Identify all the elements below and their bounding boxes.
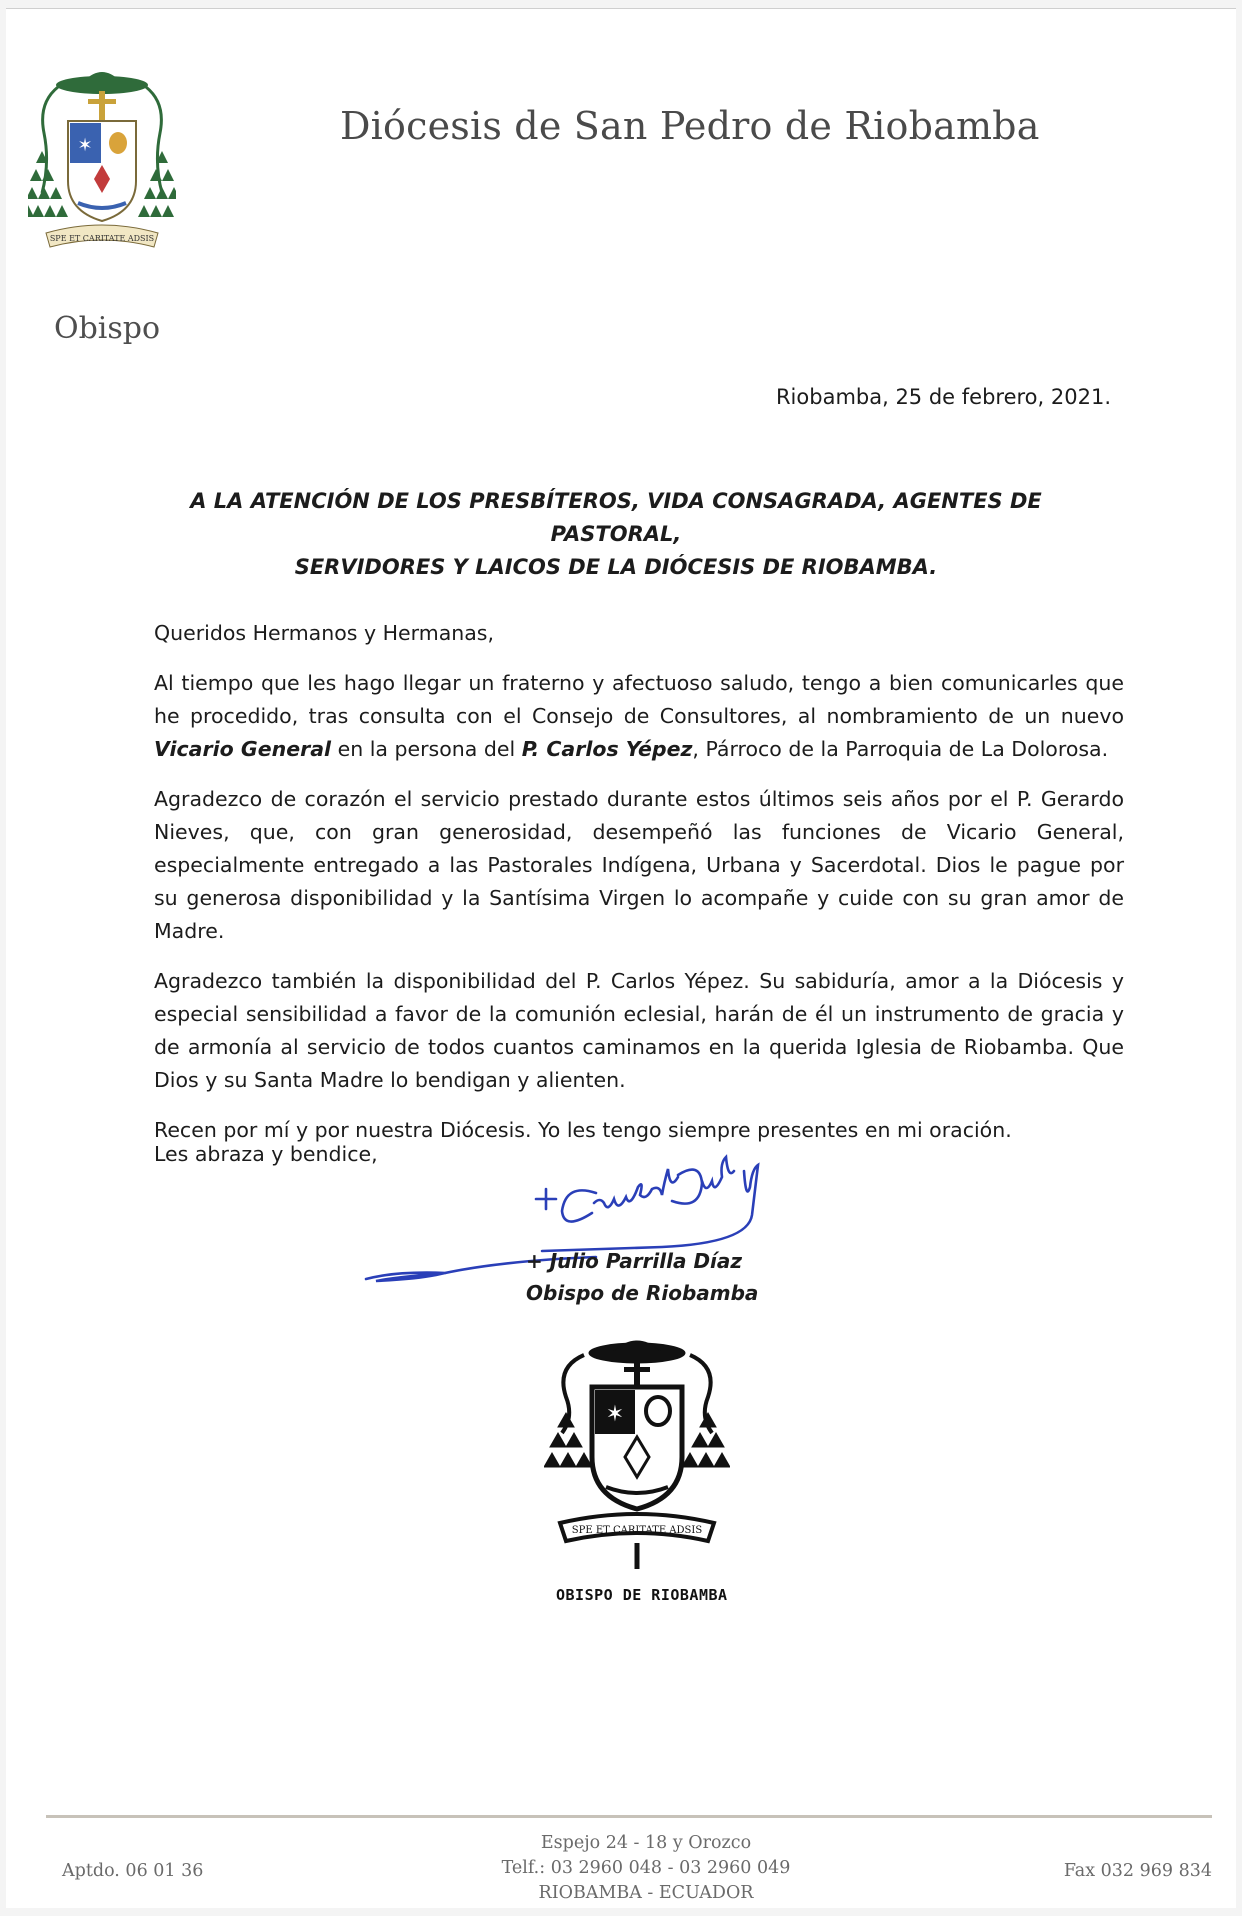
signer-title: Obispo de Riobamba (526, 1281, 759, 1305)
signer-name: + Julio Parrilla Díaz (526, 1249, 743, 1273)
official-seal-stamp-icon (544, 1337, 730, 1577)
stamp-caption: OBISPO DE RIOBAMBA (556, 1586, 728, 1604)
paragraph-prayer: Recen por mí y por nuestra Diócesis. Yo les tengo siempre presentes en mi oración. (154, 1118, 1012, 1142)
footer-fax: Fax 032 969 834 (1063, 1861, 1212, 1881)
paragraph-appointment: Al tiempo que les hago llegar un fraterno y afectuoso saludo, tengo a bien comunicarles que he procedido, tras consulta con el Consejo de Consultores, al nombramiento de un nuevo Vicario General en la persona del P. Carlos Yépez, Párroco de la Parroquia de La Dolorosa. (154, 671, 1124, 761)
addressee-line-2: SERVIDORES Y LAICOS DE LA DIÓCESIS DE RIOBAMBA. (294, 555, 938, 579)
footer-postal-box: Aptdo. 06 01 36 (62, 1861, 204, 1881)
bishop-coat-of-arms-icon (28, 63, 176, 263)
footer-street: Espejo 24 - 18 y Orozco (540, 1833, 752, 1853)
svg-text:✶: ✶ (77, 135, 93, 156)
footer-city: RIOBAMBA - ECUADOR (538, 1883, 754, 1903)
closing-line: Les abraza y bendice, (154, 1142, 378, 1166)
paragraph-thanks-nieves: Agradezco de corazón el servicio prestado durante estos últimos seis años por el P. Gerardo Nieves, que, con gran generosidad, desempeñó las funciones de Vicario General, especialmente entregado a las Pastorales Indígena, Urbana y Sacerdotal. Dios le pague por su generosa disponibilidad y la Santísima Virgen lo acompañe y cuide con su gran amor de Madre. (154, 787, 1124, 943)
footer-phone: Telf.: 03 2960 048 - 03 2960 049 (501, 1858, 791, 1878)
addressee-block (146, 485, 1086, 584)
greeting: Queridos Hermanos y Hermanas, (154, 621, 495, 645)
diocese-title: Diócesis de San Pedro de Riobamba (340, 104, 1040, 148)
letter-date: Riobamba, 25 de febrero, 2021. (775, 385, 1111, 409)
paragraph-thanks-yepez: Agradezco también la disponibilidad del P. Carlos Yépez. Su sabiduría, amor a la Diócesis y especial sensibilidad a favor de la comunión eclesial, harán de él un instrumento de gracia y de armonía al servicio de todos cuantos caminamos en la querida Iglesia de Riobamba. Que Dios y su Santa Madre lo bendigan y alienten. (154, 969, 1124, 1092)
carlos-yepez-emphasis: P. Carlos Yépez (521, 737, 693, 761)
svg-text:SPE ET CARITATE ADSIS: SPE ET CARITATE ADSIS (49, 234, 155, 243)
letter-body (154, 617, 1124, 1164)
vicar-general-emphasis: Vicario General (154, 737, 332, 761)
footer-address (326, 1831, 966, 1906)
footer-divider (46, 1815, 1212, 1818)
letter-page (6, 8, 1236, 1908)
svg-text:✶: ✶ (605, 1402, 625, 1427)
signer-block (526, 1245, 758, 1309)
svg-text:SPE ET CARITATE ADSIS: SPE ET CARITATE ADSIS (571, 1525, 703, 1536)
addressee-line-1: A LA ATENCIÓN DE LOS PRESBÍTEROS, VIDA CONSAGRADA, AGENTES DE PASTORAL, (190, 489, 1042, 546)
crest-caption: Obispo (54, 311, 161, 346)
